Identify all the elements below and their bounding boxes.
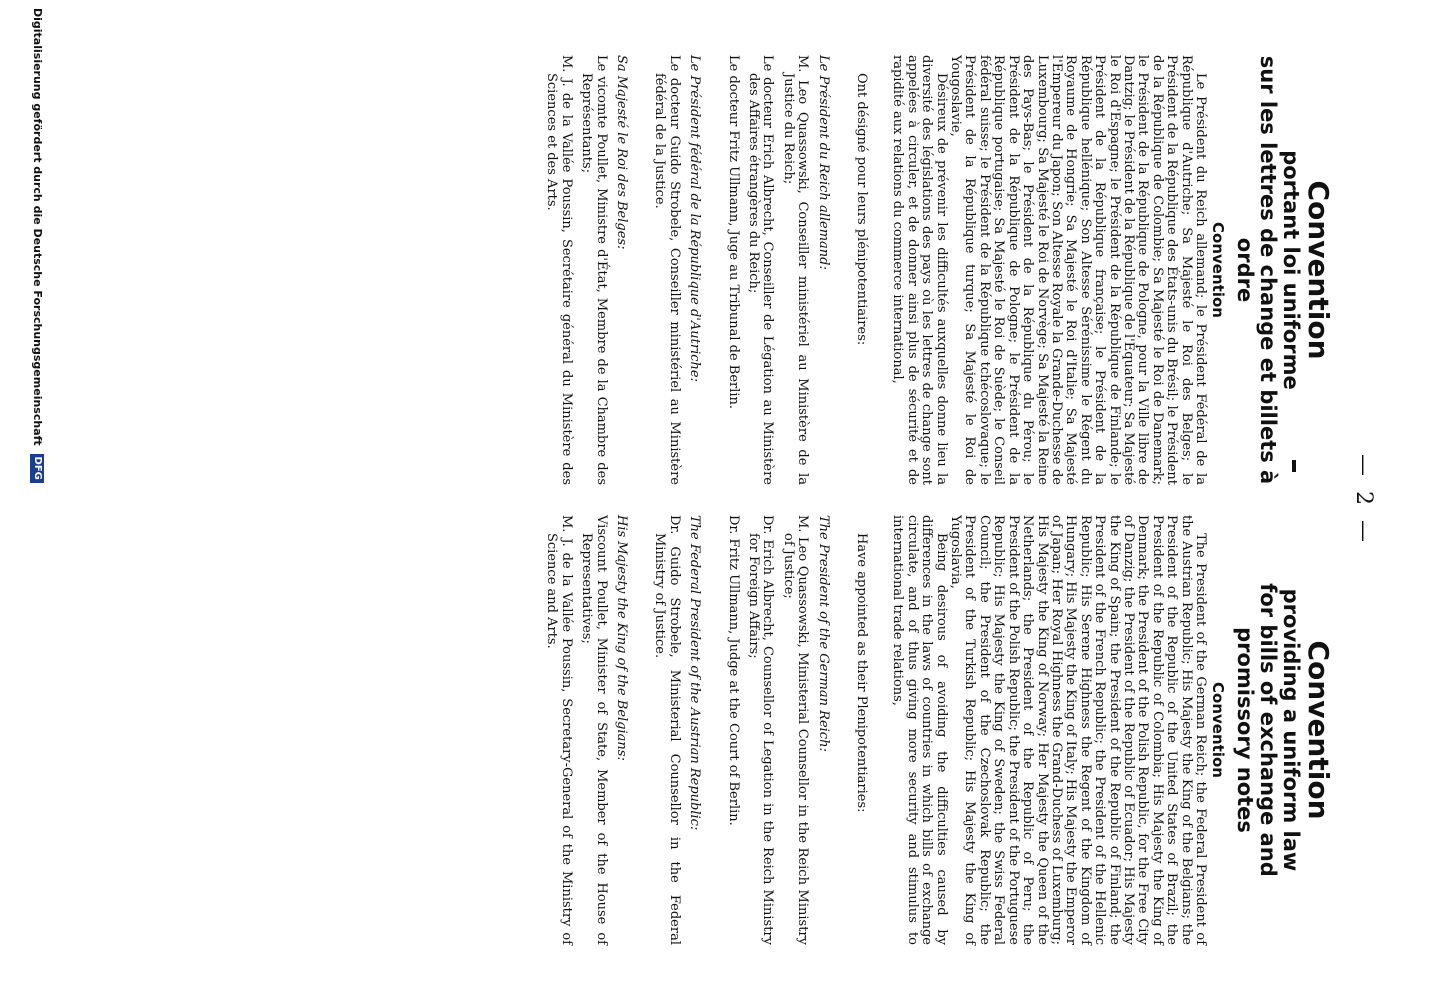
french-delegate-ullmann: Le docteur Fritz Ullmann, Juge au Tribunal de Berlin. <box>725 55 741 410</box>
english-delegation-head-belgium: His Majesty the King of the Belgians: <box>614 515 629 761</box>
english-preamble-parties: The President of the German Reich; the Federal President of the Austrian Republic; His Majesty the King of the Belgians; the President of the Republic of the United States of Brazil; the President of the Republic of Colombia; His Majesty the King of Denmark; the President of the Polish Republic, for the Free City of Danzig; the President of the Republic of Ecuador; His Majesty the King of Spain; the President of the Republic of Finland; the President of the French Republic; the President of the Hellenic Republic; His Serene Highness the Regent of the Kingdom of Hungary; His Majesty the King of Italy; His Majesty the Emperor of Japan; Her Royal Highness the Grand-Duchess of Luxemburg; His Majesty the King of Norway; Her Majesty the Queen of the Netherlands; the President of the Republic of Peru; the President of the Polish Republic; the President of the Portuguese Republic; His Majesty the King of Sweden; the Swiss Federal Council; the President of the Czechoslovak Republic; the President of the Turkish Republic; His Majesty the King of Yugoslavia, <box>948 515 1208 945</box>
french-delegation-head-germany: Le Président du Reich allemand: <box>815 55 831 270</box>
column-marker <box>1292 460 1296 472</box>
french-column <box>544 55 1334 485</box>
english-delegate-poussin: M. J. de la Vallée Poussin, Secretary-General of the Ministry of Science and Arts. <box>544 515 574 945</box>
french-section-heading: Convention <box>1209 222 1227 318</box>
english-designate-line: Have appointed as their Plenipotentiaries: <box>854 533 870 813</box>
credit-text: Digitalisierung gefördert durch die Deutsche Forschungsgemeinschaft <box>31 8 44 446</box>
french-delegate-poullet: Le vicomte Poullet, Ministre d'État, Membre de la Chambre des Représentants; <box>579 55 609 485</box>
english-subtitle-1: providing a uniform law <box>1279 588 1303 872</box>
english-title: Convention <box>1302 640 1335 820</box>
english-delegate-poullet: Viscount Poullet, Minister of State, Member of the House of Representatives; <box>579 515 609 945</box>
page-number: — 2 — <box>1351 454 1376 546</box>
french-preamble-parties: Le Président du Reich allemand; le Président Fédéral de la République d'Autriche; Sa Majesté le Roi des Belges; le Président de la République des États-unis du Brésil; le Président de la République de Colombie; Sa Majesté le Roi de Danemark; le Président de la République de Pologne, pour la Ville libre de Dantzig; le Président de la République de l'Équateur; Sa Majesté le Roi d'Espagne; le Président de la République de Finlande; le Président de la République française; le Président de la République hellénique; Son Altesse Sérénissime le Régent du Royaume de Hongrie; Sa Majesté le Roi d'Italie; Sa Majesté l'Empereur du Japon; Son Altesse Royale la Grande-Duchesse de Luxembourg; Sa Majesté le Roi de Norvège; Sa Majesté la Reine des Pays-Bas; le Président de la République du Pérou; le Président de la République de Pologne; le Président de la République portugaise; Sa Majesté le Roi de Suède; le Conseil fédéral suisse; le Président de la République tchécoslovaque; le Président de la République turque; Sa Majesté le Roi de Yougoslavie, <box>948 55 1208 485</box>
english-delegate-strobele: Dr. Guido Strobele, Ministerial Counsellor in the Federal Ministry of Justice. <box>652 515 682 945</box>
french-delegate-poussin: M. J. de la Vallée Poussin, Secrétaire général du Ministère des Sciences et des Arts. <box>544 55 574 485</box>
english-delegate-albrecht: Dr. Erich Albrecht, Counsellor of Legation in the Reich Ministry for Foreign Affairs; <box>746 515 776 945</box>
english-subtitle-2: for bills of exchange and promissory notes <box>1233 583 1280 877</box>
french-preamble-purpose: Désireux de prévenir les difficultés auxquelles donne lieu la diversité des législations des pays où les lettres de change sont appelées à circuler, et de donner ainsi plus de sécurité et de rapidité aux relations du commerce international, <box>890 55 949 485</box>
english-preamble-purpose: Being desirous of avoiding the difficulties caused by differences in the laws of countries in which bills of exchange circulate, and of thus giving more security and stimulus to international trade relations, <box>890 515 949 945</box>
french-subtitle-1: portant loi uniforme <box>1279 150 1303 390</box>
english-section-heading: Convention <box>1209 682 1227 778</box>
english-delegation-head-germany: The President of the German Reich: <box>815 515 831 752</box>
french-delegate-strobele: Le docteur Guido Strobele, Conseiller ministériel au Ministère fédéral de la Justice. <box>652 55 682 485</box>
french-delegate-quassowski: M. Leo Quassowski, Conseiller ministériel au Ministère de la Justice du Reich; <box>780 55 811 485</box>
english-column <box>544 515 1334 945</box>
english-delegation-head-austria: The Federal President of the Austrian Republic: <box>687 515 703 831</box>
french-delegate-albrecht: Le docteur Erich Albrecht, Conseiller de Légation au Ministère des Affaires étrangères du Reich; <box>746 55 776 485</box>
english-delegate-ullmann: Dr. Fritz Ullmann, Judge at the Court of Berlin. <box>725 515 741 826</box>
french-delegation-head-austria: Le Président fédéral de la République d'Autriche: <box>687 55 703 382</box>
french-subtitle-2: sur les lettres de change et billets à ordre <box>1233 55 1280 485</box>
digitization-credit <box>30 8 44 483</box>
dfg-logo-badge: DFG <box>30 454 44 483</box>
french-designate-line: Ont désigné pour leurs plénipotentiaires: <box>854 73 870 346</box>
french-title: Convention <box>1302 180 1335 360</box>
french-delegation-head-belgium: Sa Majesté le Roi des Belges: <box>614 55 629 250</box>
english-delegate-quassowski: M. Leo Quassowski, Ministerial Counsellor in the Reich Ministry of Justice; <box>780 515 811 945</box>
